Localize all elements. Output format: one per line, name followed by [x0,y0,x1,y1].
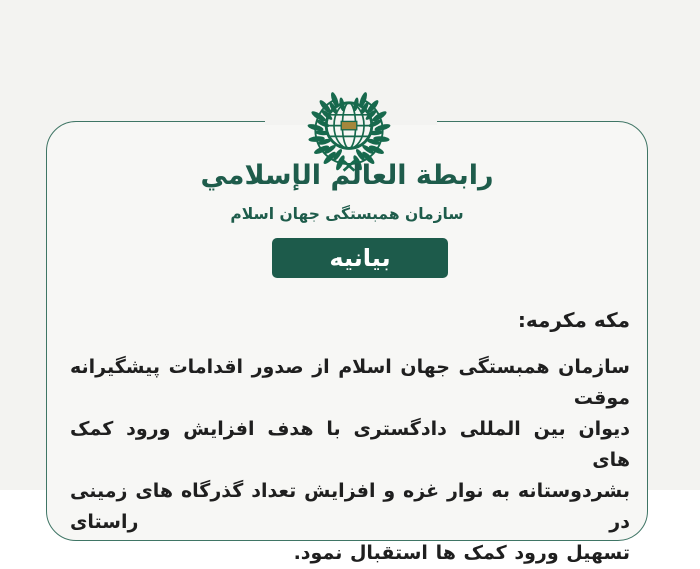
statement-banner [272,238,448,278]
paragraph-line: تسهیل ورود کمک ها استقبال نمود. [293,542,630,564]
statement-paragraph [70,352,630,569]
logo-gold-band [341,121,357,129]
statement-content [70,305,630,569]
org-persian-name: سازمان همبستگی جهان اسلام [230,205,464,223]
paragraph-line: سازمان همبستگی جهان اسلام از صدور اقدامات پیشگیرانه موقت [70,356,630,409]
paragraph-line: دیوان بین المللی دادگستری با هدف افزایش ورود کمک های [70,418,630,471]
salutation: مکه مکرمه: [517,308,630,332]
org-arabic-name: رابطة العالم الإسلامي [200,160,494,191]
banner-label: بیانیه [329,244,391,272]
paragraph-line: بشردوستانه به نوار غزه و افزایش تعداد گذرگاه های زمینی در راستای [70,480,630,533]
